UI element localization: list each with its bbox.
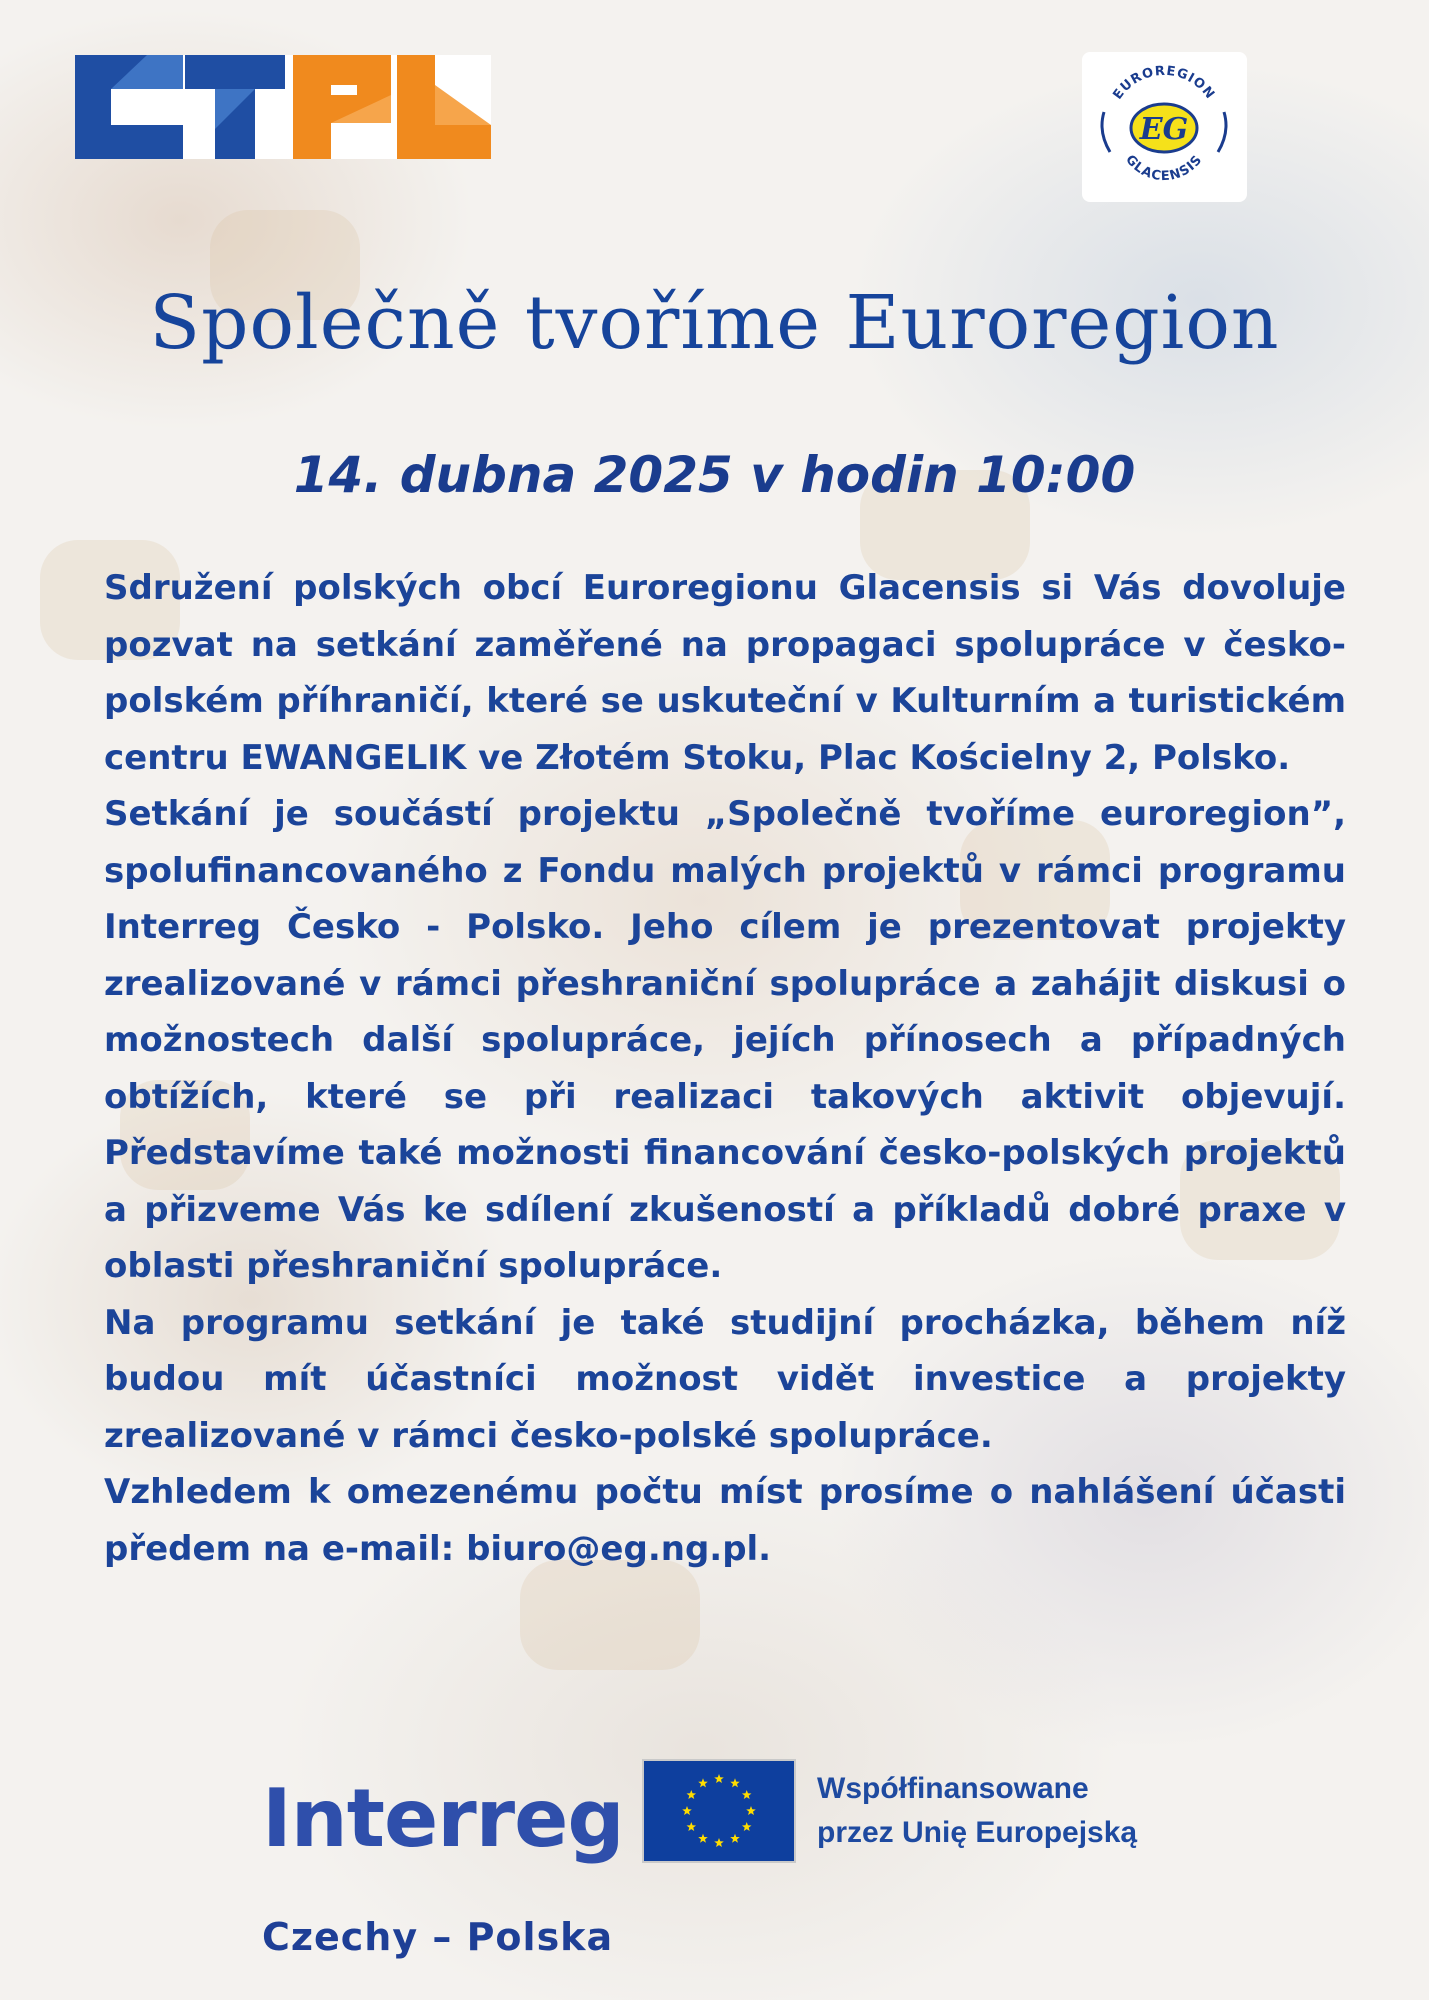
page-title: Společně tvoříme Euroregion [149, 280, 1280, 366]
euroregion-glacensis-emblem [1082, 52, 1247, 202]
eu-flag-logo [642, 1759, 796, 1863]
invitation-body [104, 560, 1346, 1577]
euroregion-glacensis-logo [1082, 52, 1247, 202]
interreg-logo-text: Interreg [262, 1772, 624, 1865]
cofinanced-line-1: Współfinansowane [817, 1772, 1089, 1805]
euroregion-arc-top: EUROREGION [1110, 63, 1218, 103]
eu-flag-icon [644, 1761, 794, 1861]
euroregion-arc-bottom: GLACENSIS [1122, 152, 1206, 185]
euroregion-mark: EG [1139, 112, 1189, 147]
ctpl-logo [75, 55, 491, 159]
body-paragraph: Na programu setkání je také studijní procházka, během níž budou mít účastníci možnost vidět investice a projekty zrealizované v rámci česko-polské spolupráce. [104, 1302, 1346, 1456]
cofinanced-line-2: przez Unię Europejską [817, 1816, 1138, 1849]
cofinanced-text [817, 1767, 1137, 1855]
ctpl-logo-graphic [75, 55, 491, 159]
program-name: Czechy – Polska [262, 1915, 614, 1959]
body-paragraph: Vzhledem k omezenému počtu míst prosíme o nahlášení účasti předem na e-mail: biuro@eg.ng.pl. [104, 1472, 1346, 1569]
event-date: 14. dubna 2025 v hodin 10:00 [293, 446, 1136, 504]
body-paragraph: Setkání je součástí projektu „Společně tvoříme euroregion”, spolufinancovaného z Fondu malých projektů v rámci programu Interreg Česko - Polsko. Jeho cílem je prezentovat projekty zrealizované v rámci přeshraniční spolupráce a zahájit diskusi o možnostech další spolupráce, jejích přínosech a případných obtížích, které se při realizaci takových aktivit objevují. Představíme také možnosti financování česko-polských projektů a přizveme Vás ke sdílení zkušeností a příkladů dobré praxe v oblasti přeshraniční spolupráce. [104, 794, 1346, 1286]
body-paragraph: Sdružení polských obcí Euroregionu Glacensis si Vás dovoluje pozvat na setkání zaměřené na propagaci spolupráce v česko-polském příhraničí, které se uskuteční v Kulturním a turistickém centru EWANGELIK ve Złotém Stoku, Plac Kościelny 2, Polsko. [104, 568, 1346, 778]
